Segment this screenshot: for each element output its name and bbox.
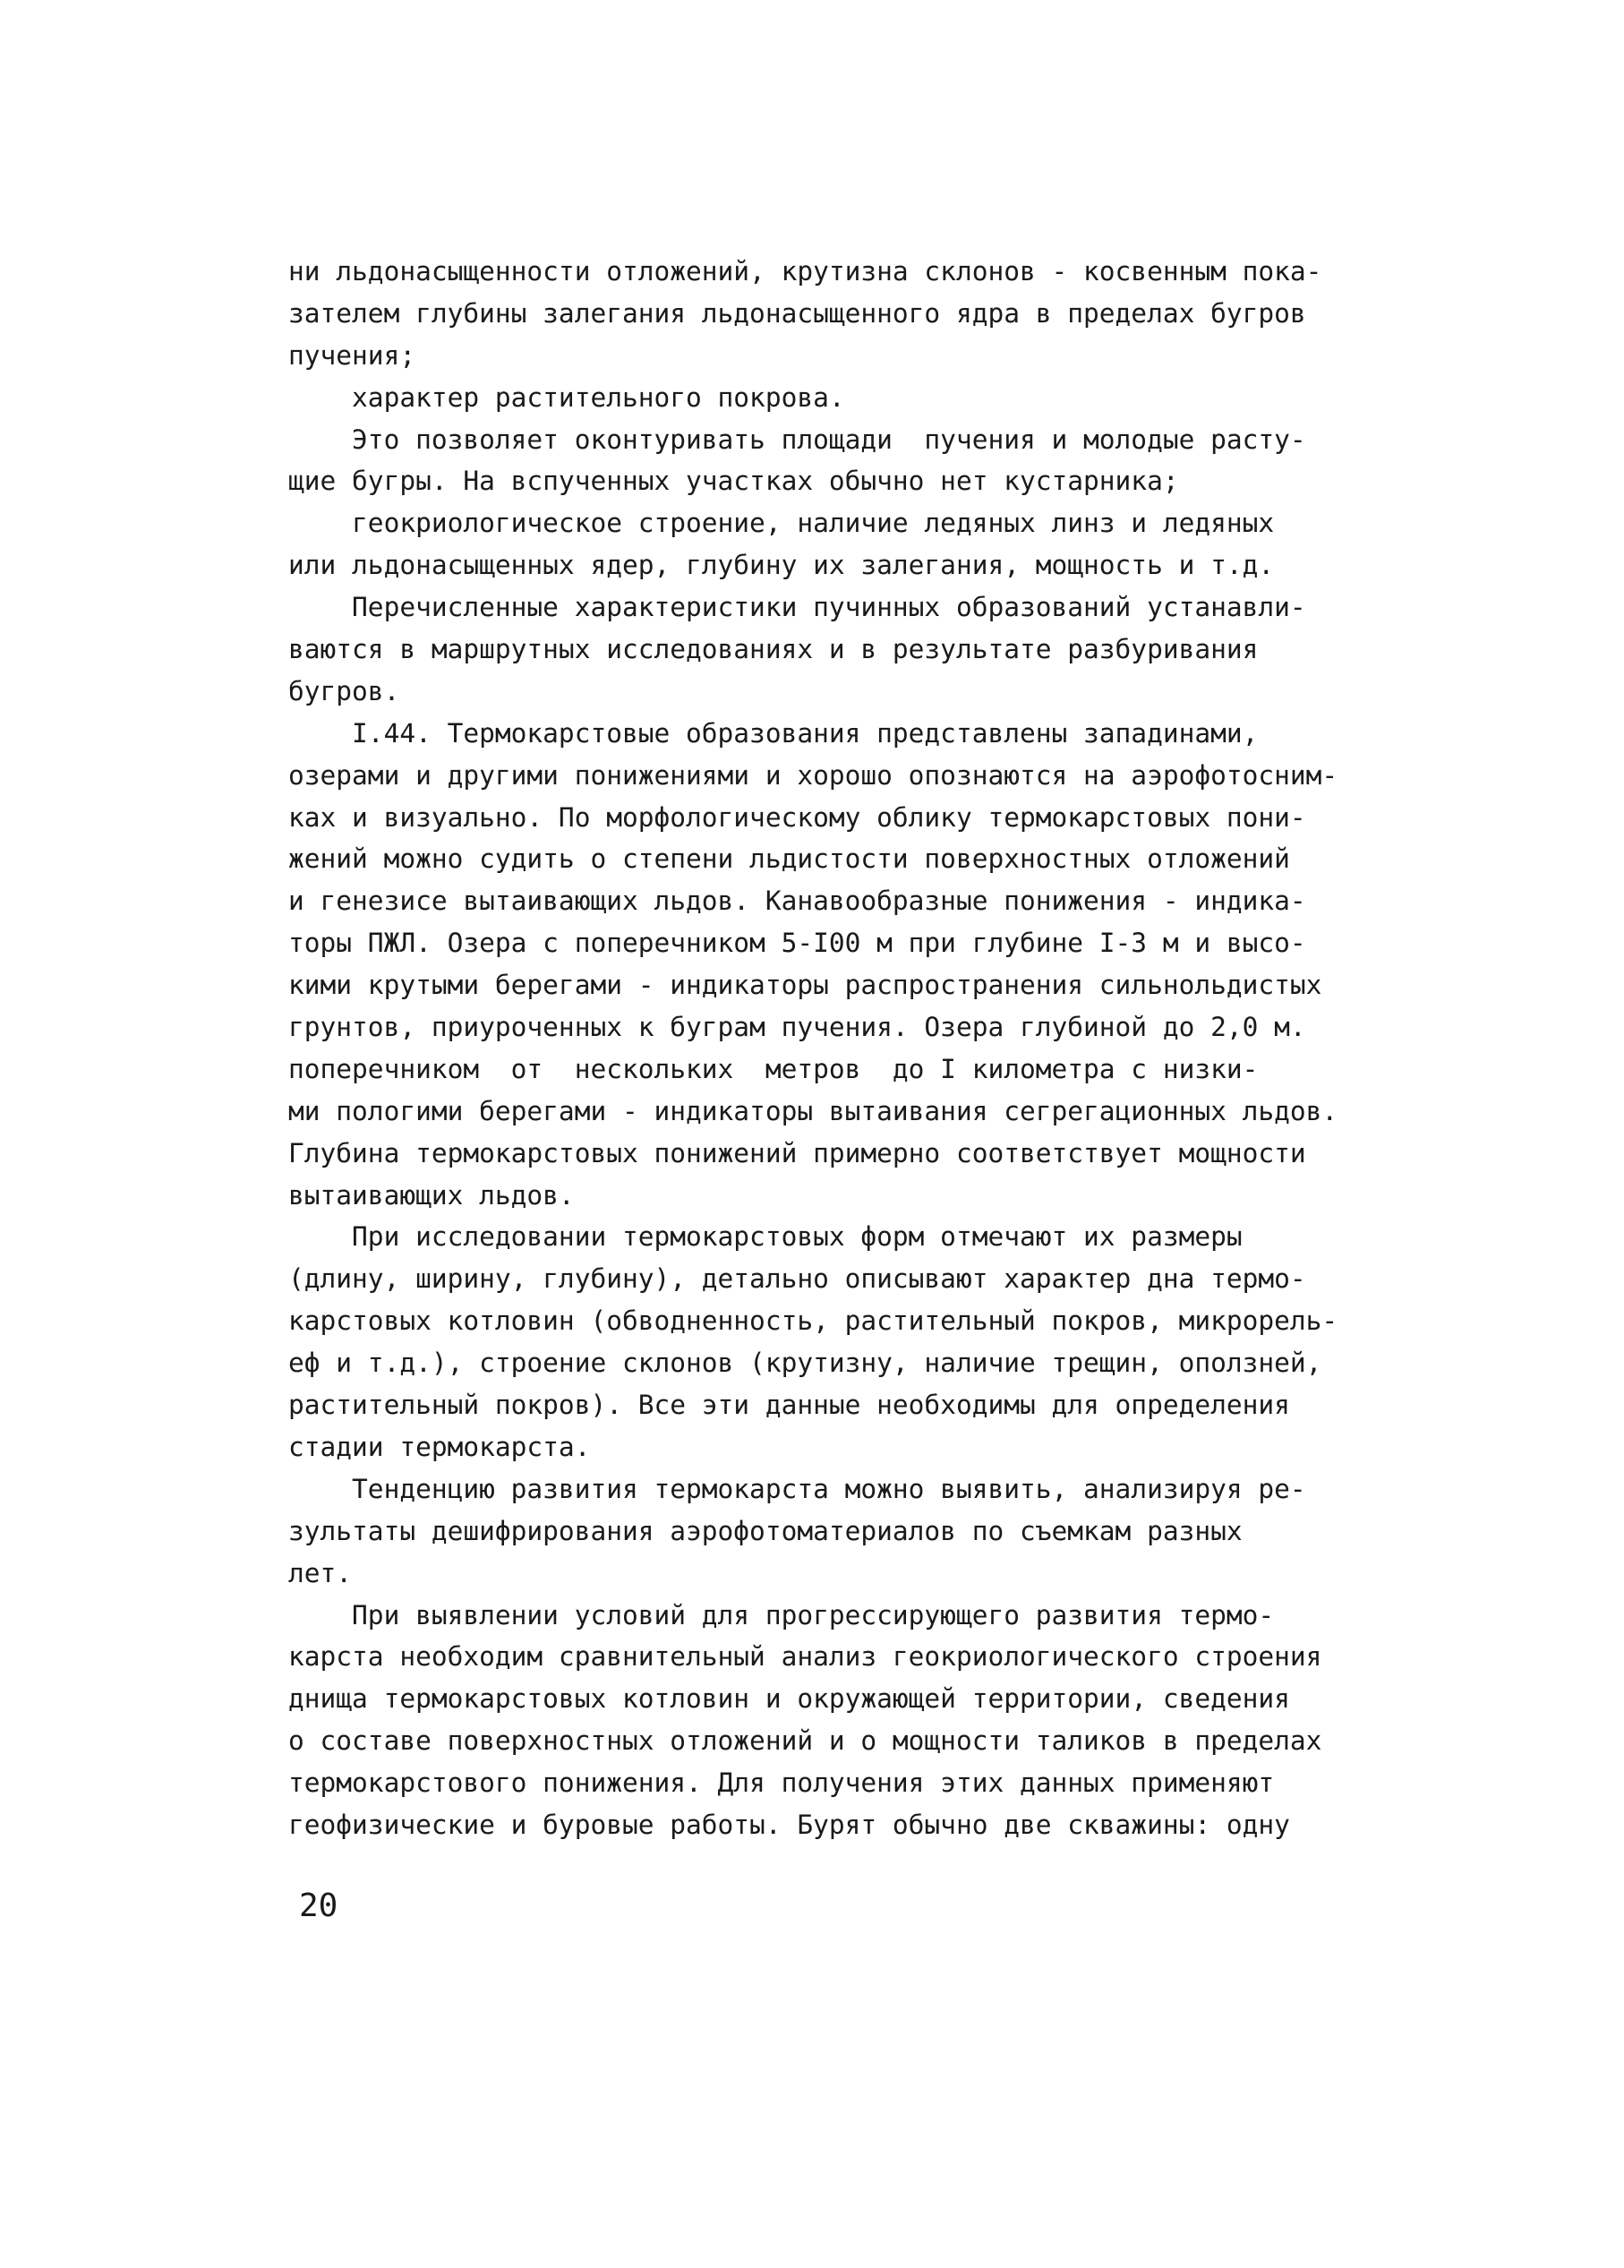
text-line: зультаты дешифрирования аэрофотоматериалов по съемкам разных	[288, 1515, 1243, 1546]
text-line: I.44. Термокарстовые образования представлены западинами,	[288, 717, 1259, 749]
text-line: лет.	[288, 1557, 353, 1588]
text-line: жений можно судить о степени льдистости поверхностных отложений	[288, 843, 1290, 875]
text-line: Это позволяет оконтуривать площади пучения и молодые расту-	[288, 424, 1306, 455]
text-line: или льдонасыщенных ядер, глубину их залегания, мощность и т.д.	[288, 550, 1275, 581]
text-line: ваются в маршрутных исследованиях и в результате разбуривания	[288, 634, 1259, 665]
text-line: карстовых котловин (обводненность, растительный покров, микрорель-	[288, 1305, 1338, 1337]
text-line: пучения;	[288, 339, 416, 371]
text-line: Тенденцию развития термокарста можно выявить, анализируя ре-	[288, 1473, 1306, 1504]
text-line: грунтов, приуроченных к буграм пучения. Озера глубиной до 2,0 м.	[288, 1012, 1306, 1043]
text-line: бугров.	[288, 675, 400, 706]
text-line: Перечисленные характеристики пучинных образований устанавли-	[288, 592, 1306, 623]
text-line: Глубина термокарстовых понижений примерно соответствует мощности	[288, 1137, 1306, 1168]
text-line: растительный покров). Все эти данные необходимы для определения	[288, 1390, 1290, 1421]
text-line: карста необходим сравнительный анализ геокриологического строения	[288, 1641, 1322, 1673]
text-line: кими крутыми берегами - индикаторы распространения сильнольдистых	[288, 970, 1322, 1001]
text-line: При исследовании термокарстовых форм отмечают их размеры	[288, 1221, 1243, 1253]
text-line: и генезисе вытаивающих льдов. Канавообразные понижения - индика-	[288, 886, 1306, 917]
text-line: поперечником от нескольких метров до I километра с низки-	[288, 1053, 1259, 1084]
text-line: геофизические и буровые работы. Бурят обычно две скважины: одну	[288, 1809, 1290, 1840]
text-line: вытаивающих льдов.	[288, 1179, 575, 1211]
text-line: зателем глубины залегания льдонасыщенного ядра в пределах бугров	[288, 297, 1306, 329]
text-line: При выявлении условий для прогрессирующего развития термо-	[288, 1599, 1275, 1630]
page-number: 20	[299, 1887, 338, 1924]
text-line: (длину, ширину, глубину), детально описывают характер дна термо-	[288, 1263, 1306, 1295]
text-line: стадии термокарста.	[288, 1431, 591, 1462]
text-line: ни льдонасыщенности отложений, крутизна склонов - косвенным пока-	[288, 256, 1322, 287]
text-line: еф и т.д.), строение склонов (крутизну, наличие трещин, оползней,	[288, 1348, 1322, 1379]
text-line: ми пологими берегами - индикаторы вытаивания сегрегационных льдов.	[288, 1095, 1338, 1126]
text-line: озерами и другими понижениями и хорошо опознаются на аэрофотосним-	[288, 759, 1338, 791]
body-text	[288, 251, 1425, 1846]
text-line: днища термокарстовых котловин и окружающей территории, сведения	[288, 1683, 1290, 1715]
text-line: о составе поверхностных отложений и о мощности таликов в пределах	[288, 1725, 1322, 1757]
text-line: геокриологическое строение, наличие ледяных линз и ледяных	[288, 508, 1275, 539]
text-line: характер растительного покрова.	[288, 381, 845, 413]
text-line: ках и визуально. По морфологическому облику термокарстовых пони-	[288, 801, 1306, 833]
text-line: щие бугры. На вспученных участках обычно нет кустарника;	[288, 466, 1179, 497]
text-line: термокарстового понижения. Для получения этих данных применяют	[288, 1767, 1275, 1799]
text-line: торы ПЖЛ. Озера с поперечником 5-I00 м при глубине I-3 м и высо-	[288, 928, 1306, 959]
